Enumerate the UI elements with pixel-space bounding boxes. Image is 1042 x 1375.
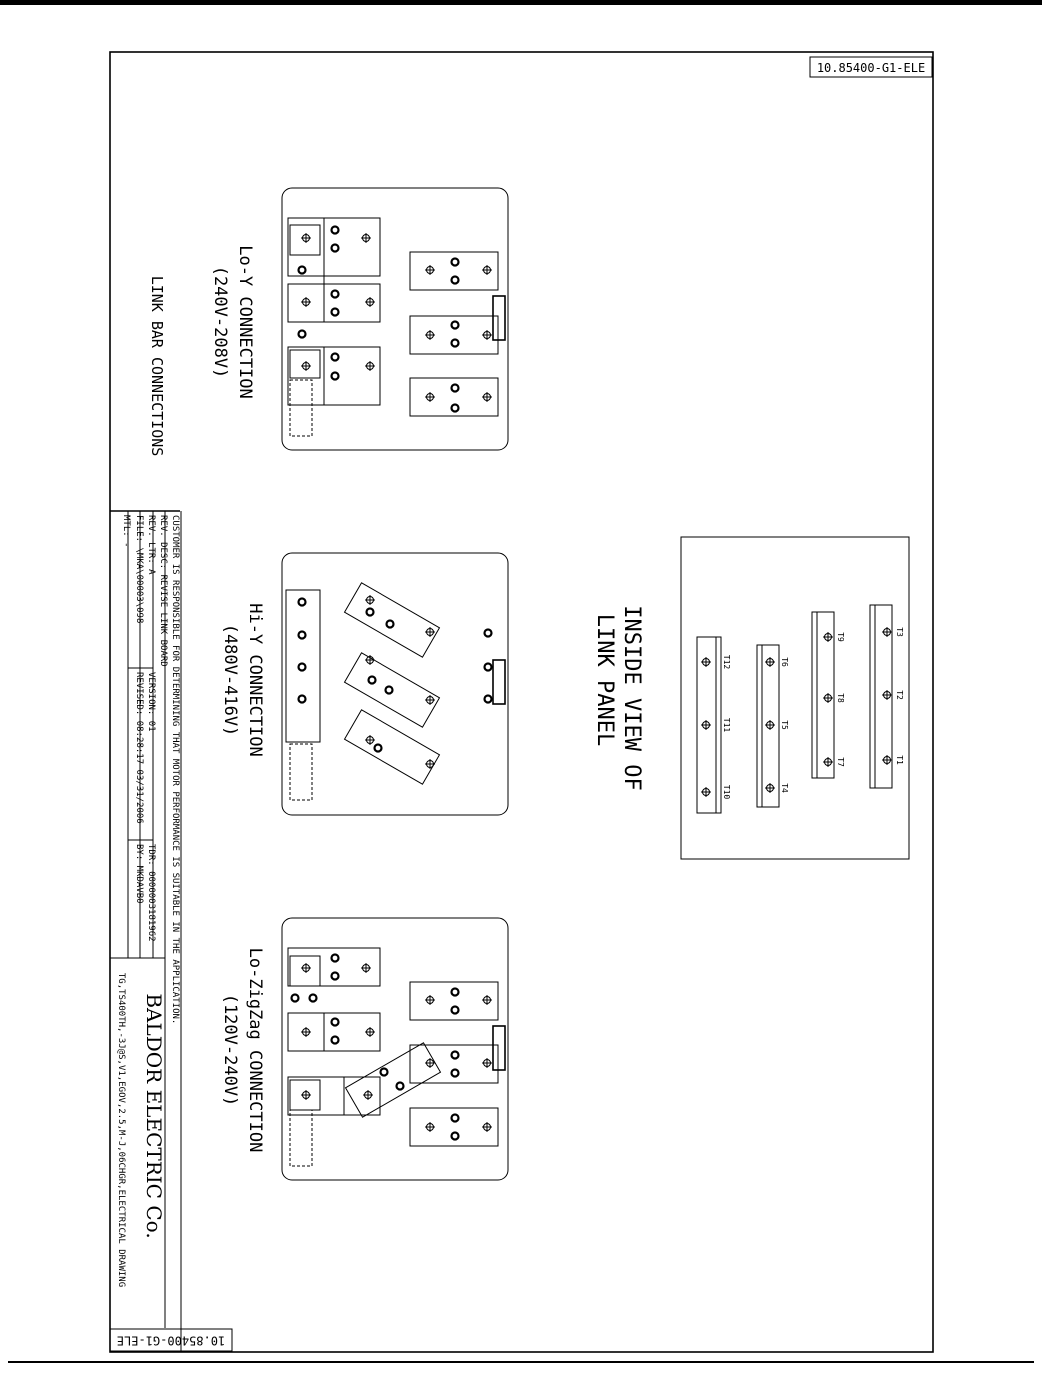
terminal-post (365, 361, 375, 371)
material: MTL: - (121, 515, 131, 548)
hi-y-voltage: (480V-416V) (220, 623, 240, 737)
terminal-stud (485, 664, 492, 671)
terminal-post (765, 720, 775, 730)
terminal-stud (332, 955, 339, 962)
terminal-stud (381, 1069, 388, 1076)
terminal-stud (452, 385, 459, 392)
terminal-stud (292, 995, 299, 1002)
terminal-post (701, 787, 711, 797)
terminal-stud (332, 373, 339, 380)
terminal-stud (299, 331, 306, 338)
terminal-stud (332, 291, 339, 298)
tdr: TDR: 0000003181962 (146, 844, 156, 942)
terminal-post (365, 735, 375, 745)
terminal-stud (452, 322, 459, 329)
hi-y-title: Hi-Y CONNECTION (245, 603, 265, 757)
terminal-post (365, 297, 375, 307)
terminal-stud (397, 1083, 404, 1090)
inside-view-line2: LINK PANEL (592, 613, 617, 747)
term-t2: T2 (895, 690, 904, 700)
terminal-post (701, 657, 711, 667)
drawing-description: TG,TS400TH,-3J@S,V1,EGOV,2.5,M-J,06CHGR,ELECTRICAL DRAWING (116, 972, 126, 1288)
term-t10: T10 (722, 784, 731, 800)
terminal-stud (367, 609, 374, 616)
lo-zigzag-voltage: (120V-240V) (220, 993, 240, 1107)
terminal-stud (299, 599, 306, 606)
terminal-stud (452, 1133, 459, 1140)
lo-zigzag-board (282, 918, 508, 1180)
terminal-post (361, 233, 371, 243)
revised-by: BY: MKDAVB0 (134, 844, 144, 904)
terminal-post (301, 233, 311, 243)
terminal-stud (452, 405, 459, 412)
terminal-stud (452, 989, 459, 996)
terminal-post (482, 1122, 492, 1132)
terminal-post (482, 1058, 492, 1068)
term-t5: T5 (780, 720, 789, 730)
term-t9: T9 (836, 632, 845, 642)
hi-y-board (282, 553, 508, 815)
terminal-post (301, 297, 311, 307)
terminal-stud (299, 267, 306, 274)
terminal-stud (332, 973, 339, 980)
revised-date: REVISED: 08:28:17 03/31/2006 (134, 672, 144, 824)
terminal-post (701, 720, 711, 730)
terminal-post (425, 392, 435, 402)
terminal-post (823, 693, 833, 703)
terminal-post (823, 757, 833, 767)
customer-note: CUSTOMER IS RESPONSIBLE FOR DETERMINING THAT MOTOR PERFORMANCE IS SUITABLE IN THE APPLICATION. (170, 515, 180, 1025)
terminal-post (882, 690, 892, 700)
terminal-stud (452, 259, 459, 266)
link-panel-view (681, 537, 909, 859)
inside-view-line1: INSIDE VIEW OF (619, 605, 644, 791)
term-t7: T7 (836, 757, 845, 767)
terminal-post (882, 627, 892, 637)
terminal-stud (299, 632, 306, 639)
terminal-post (425, 695, 435, 705)
terminal-post (301, 1090, 311, 1100)
terminal-post (425, 1122, 435, 1132)
terminal-stud (332, 227, 339, 234)
terminal-post (482, 330, 492, 340)
terminal-post (482, 265, 492, 275)
terminal-post (363, 1090, 373, 1100)
terminal-stud (485, 696, 492, 703)
terminal-post (425, 330, 435, 340)
term-t11: T11 (722, 717, 731, 733)
drawing-number: 10.85400-G1-ELE (816, 61, 926, 75)
terminal-post (301, 361, 311, 371)
terminal-stud (386, 687, 393, 694)
term-t1: T1 (895, 755, 904, 765)
terminal-post (425, 627, 435, 637)
terminal-post (765, 657, 775, 667)
terminal-post (823, 632, 833, 642)
terminal-post (301, 1027, 311, 1037)
terminal-stud (332, 354, 339, 361)
lo-y-voltage: (240V-208V) (210, 265, 230, 379)
terminal-stud (310, 995, 317, 1002)
terminal-stud (452, 1115, 459, 1122)
company-name: BALDOR ELECTRIC Co. (142, 993, 166, 1239)
terminal-post (882, 755, 892, 765)
version: VERSION: 01 (146, 672, 156, 732)
terminal-post (301, 963, 311, 973)
term-t4: T4 (780, 783, 789, 793)
rev-ltr: REV. LTR: A (146, 515, 156, 575)
terminal-stud (452, 1052, 459, 1059)
lo-y-title: Lo-Y CONNECTION (235, 245, 255, 399)
terminal-stud (332, 245, 339, 252)
terminal-post (765, 783, 775, 793)
rev-desc: REV. DESC: REVISE LINK BOARD (158, 515, 168, 667)
terminal-post (365, 595, 375, 605)
file-path: FILE: \MKA\00003\098 (134, 515, 144, 624)
terminal-post (365, 1027, 375, 1037)
terminal-stud (452, 340, 459, 347)
terminal-stud (332, 309, 339, 316)
terminal-stud (332, 1037, 339, 1044)
terminal-holes (292, 227, 893, 1140)
terminal-stud (452, 1070, 459, 1077)
lo-zigzag-title: Lo-ZigZag CONNECTION (245, 947, 265, 1153)
terminal-stud (387, 621, 394, 628)
terminal-stud (375, 745, 382, 752)
term-t3: T3 (895, 627, 904, 637)
term-t6: T6 (780, 657, 789, 667)
term-t12: T12 (722, 654, 731, 670)
terminal-post (425, 265, 435, 275)
terminal-stud (299, 696, 306, 703)
section-title: LINK BAR CONNECTIONS (148, 275, 166, 457)
terminal-stud (332, 1019, 339, 1026)
drawing-number-rotated: 10.85400-G1-ELE (116, 1333, 226, 1348)
terminal-post (425, 995, 435, 1005)
term-t8: T8 (836, 693, 845, 703)
lo-y-board (282, 188, 508, 450)
terminal-post (365, 655, 375, 665)
terminal-stud (452, 277, 459, 284)
terminal-stud (452, 1007, 459, 1014)
terminal-post (482, 995, 492, 1005)
terminal-post (361, 963, 371, 973)
terminal-post (425, 759, 435, 769)
terminal-stud (369, 677, 376, 684)
terminal-stud (485, 630, 492, 637)
terminal-stud (299, 664, 306, 671)
terminal-post (482, 392, 492, 402)
